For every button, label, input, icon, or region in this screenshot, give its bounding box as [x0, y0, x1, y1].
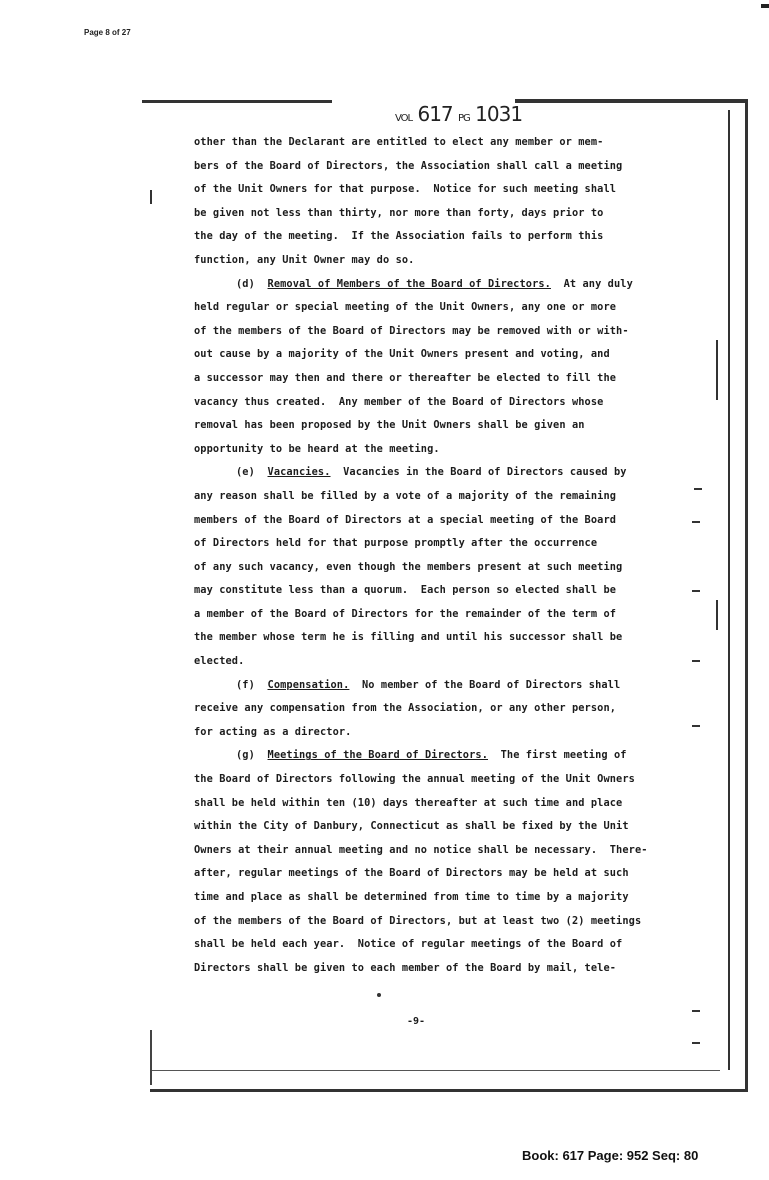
- text-line: may constitute less than a quorum. Each person so elected shall be: [194, 584, 617, 597]
- section-g-first-line: The first meeting of: [488, 749, 627, 762]
- text-line: vacancy thus created. Any member of the Board of Directors whose: [194, 395, 604, 408]
- section-e-heading: Vacancies.: [267, 466, 331, 479]
- text-line: of the Unit Owners for that purpose. Notice for such meeting shall: [194, 183, 617, 196]
- scan-mark: [694, 488, 702, 490]
- document-body: [194, 131, 694, 980]
- stamp-volume: 617: [417, 102, 453, 126]
- text-line: Directors shall be given to each member of the Board by mail, tele-: [194, 961, 617, 974]
- text-line: any reason shall be filled by a vote of a majority of the remaining: [194, 489, 617, 502]
- text-line: of Directors held for that purpose promptly after the occurrence: [194, 537, 598, 550]
- section-e-heading-line: [194, 461, 694, 485]
- text-line: of the members of the Board of Directors, but at least two (2) meetings: [194, 914, 642, 927]
- text-line: Owners at their annual meeting and no notice shall be necessary. There-: [194, 843, 648, 856]
- text-line: the member whose term he is filling and until his successor shall be: [194, 631, 623, 644]
- section-e-first-line: Vacancies in the Board of Directors caused by: [330, 466, 627, 479]
- scan-corner-mark: [761, 4, 769, 8]
- section-d-label: (d): [236, 277, 255, 290]
- text-line: time and place as shall be determined from time to time by a majority: [194, 891, 629, 903]
- page-number: -9-: [407, 1016, 426, 1027]
- text-line: within the City of Danbury, Connecticut as shall be fixed by the Unit: [194, 820, 629, 833]
- text-line: of any such vacancy, even though the members present at such meeting: [194, 560, 623, 573]
- text-line: after, regular meetings of the Board of Directors may be held at such: [194, 867, 629, 880]
- volume-page-stamp: [395, 102, 522, 126]
- stamp-page-prefix: PG: [458, 113, 470, 124]
- text-line: opportunity to be heard at the meeting.: [194, 442, 440, 455]
- scan-mark: [692, 660, 700, 662]
- section-g-heading: Meetings of the Board of Directors.: [267, 749, 488, 762]
- text-line: shall be held each year. Notice of regular meetings of the Board of: [194, 938, 623, 951]
- section-d-first-line: At any duly: [550, 277, 633, 290]
- scan-mark: [692, 725, 700, 727]
- scan-mark: [692, 1042, 700, 1044]
- text-line: elected.: [194, 655, 245, 668]
- scan-mark: [716, 600, 718, 630]
- section-f-first-line: No member of the Board of Directors shall: [349, 678, 621, 691]
- scan-mark: [692, 590, 700, 592]
- scan-left-bracket: [150, 1030, 152, 1085]
- scan-inner-rule: [728, 110, 730, 1070]
- scan-mark: [377, 993, 381, 997]
- section-g-heading-line: [194, 744, 694, 768]
- section-f-label: (f): [236, 678, 255, 691]
- book-page-footer: Book: 617 Page: 952 Seq: 80: [522, 1148, 699, 1163]
- scan-mark: [150, 190, 152, 204]
- scan-mark: [716, 340, 718, 400]
- stamp-page: 1031: [475, 102, 523, 126]
- text-line: the day of the meeting. If the Association fails to perform this: [194, 230, 604, 243]
- stamp-vol-prefix: VOL: [395, 113, 413, 124]
- section-g-label: (g): [236, 749, 255, 762]
- text-line: held regular or special meeting of the Unit Owners, any one or more: [194, 301, 617, 314]
- text-line: function, any Unit Owner may do so.: [194, 253, 415, 266]
- text-line: other than the Declarant are entitled to elect any member or mem-: [194, 136, 604, 148]
- text-line: the Board of Directors following the annual meeting of the Unit Owners: [194, 773, 635, 786]
- text-line: of the members of the Board of Directors may be removed with or with-: [194, 324, 629, 337]
- scan-mark: [692, 521, 700, 523]
- text-line: be given not less than thirty, nor more than forty, days prior to: [194, 206, 604, 219]
- section-f-heading-line: [194, 674, 694, 698]
- section-f-heading: Compensation.: [267, 678, 350, 691]
- section-e-label: (e): [236, 466, 255, 479]
- scan-mark: [692, 1010, 700, 1012]
- text-line: a successor may then and there or thereafter be elected to fill the: [194, 371, 617, 384]
- scan-bottom-rule: [150, 1070, 720, 1071]
- text-line: a member of the Board of Directors for the remainder of the term of: [194, 607, 617, 620]
- section-d-heading: Removal of Members of the Board of Directors.: [267, 277, 551, 290]
- text-line: receive any compensation from the Association, or any other person,: [194, 702, 617, 715]
- text-line: out cause by a majority of the Unit Owners present and voting, and: [194, 348, 610, 361]
- text-line: bers of the Board of Directors, the Association shall call a meeting: [194, 159, 623, 172]
- text-line: shall be held within ten (10) days thereafter at such time and place: [194, 796, 623, 809]
- text-line: removal has been proposed by the Unit Owners shall be given an: [194, 419, 585, 432]
- page-label: Page 8 of 27: [84, 28, 131, 37]
- text-line: for acting as a director.: [194, 725, 352, 738]
- section-d-heading-line: [194, 273, 694, 297]
- text-line: members of the Board of Directors at a special meeting of the Board: [194, 513, 617, 526]
